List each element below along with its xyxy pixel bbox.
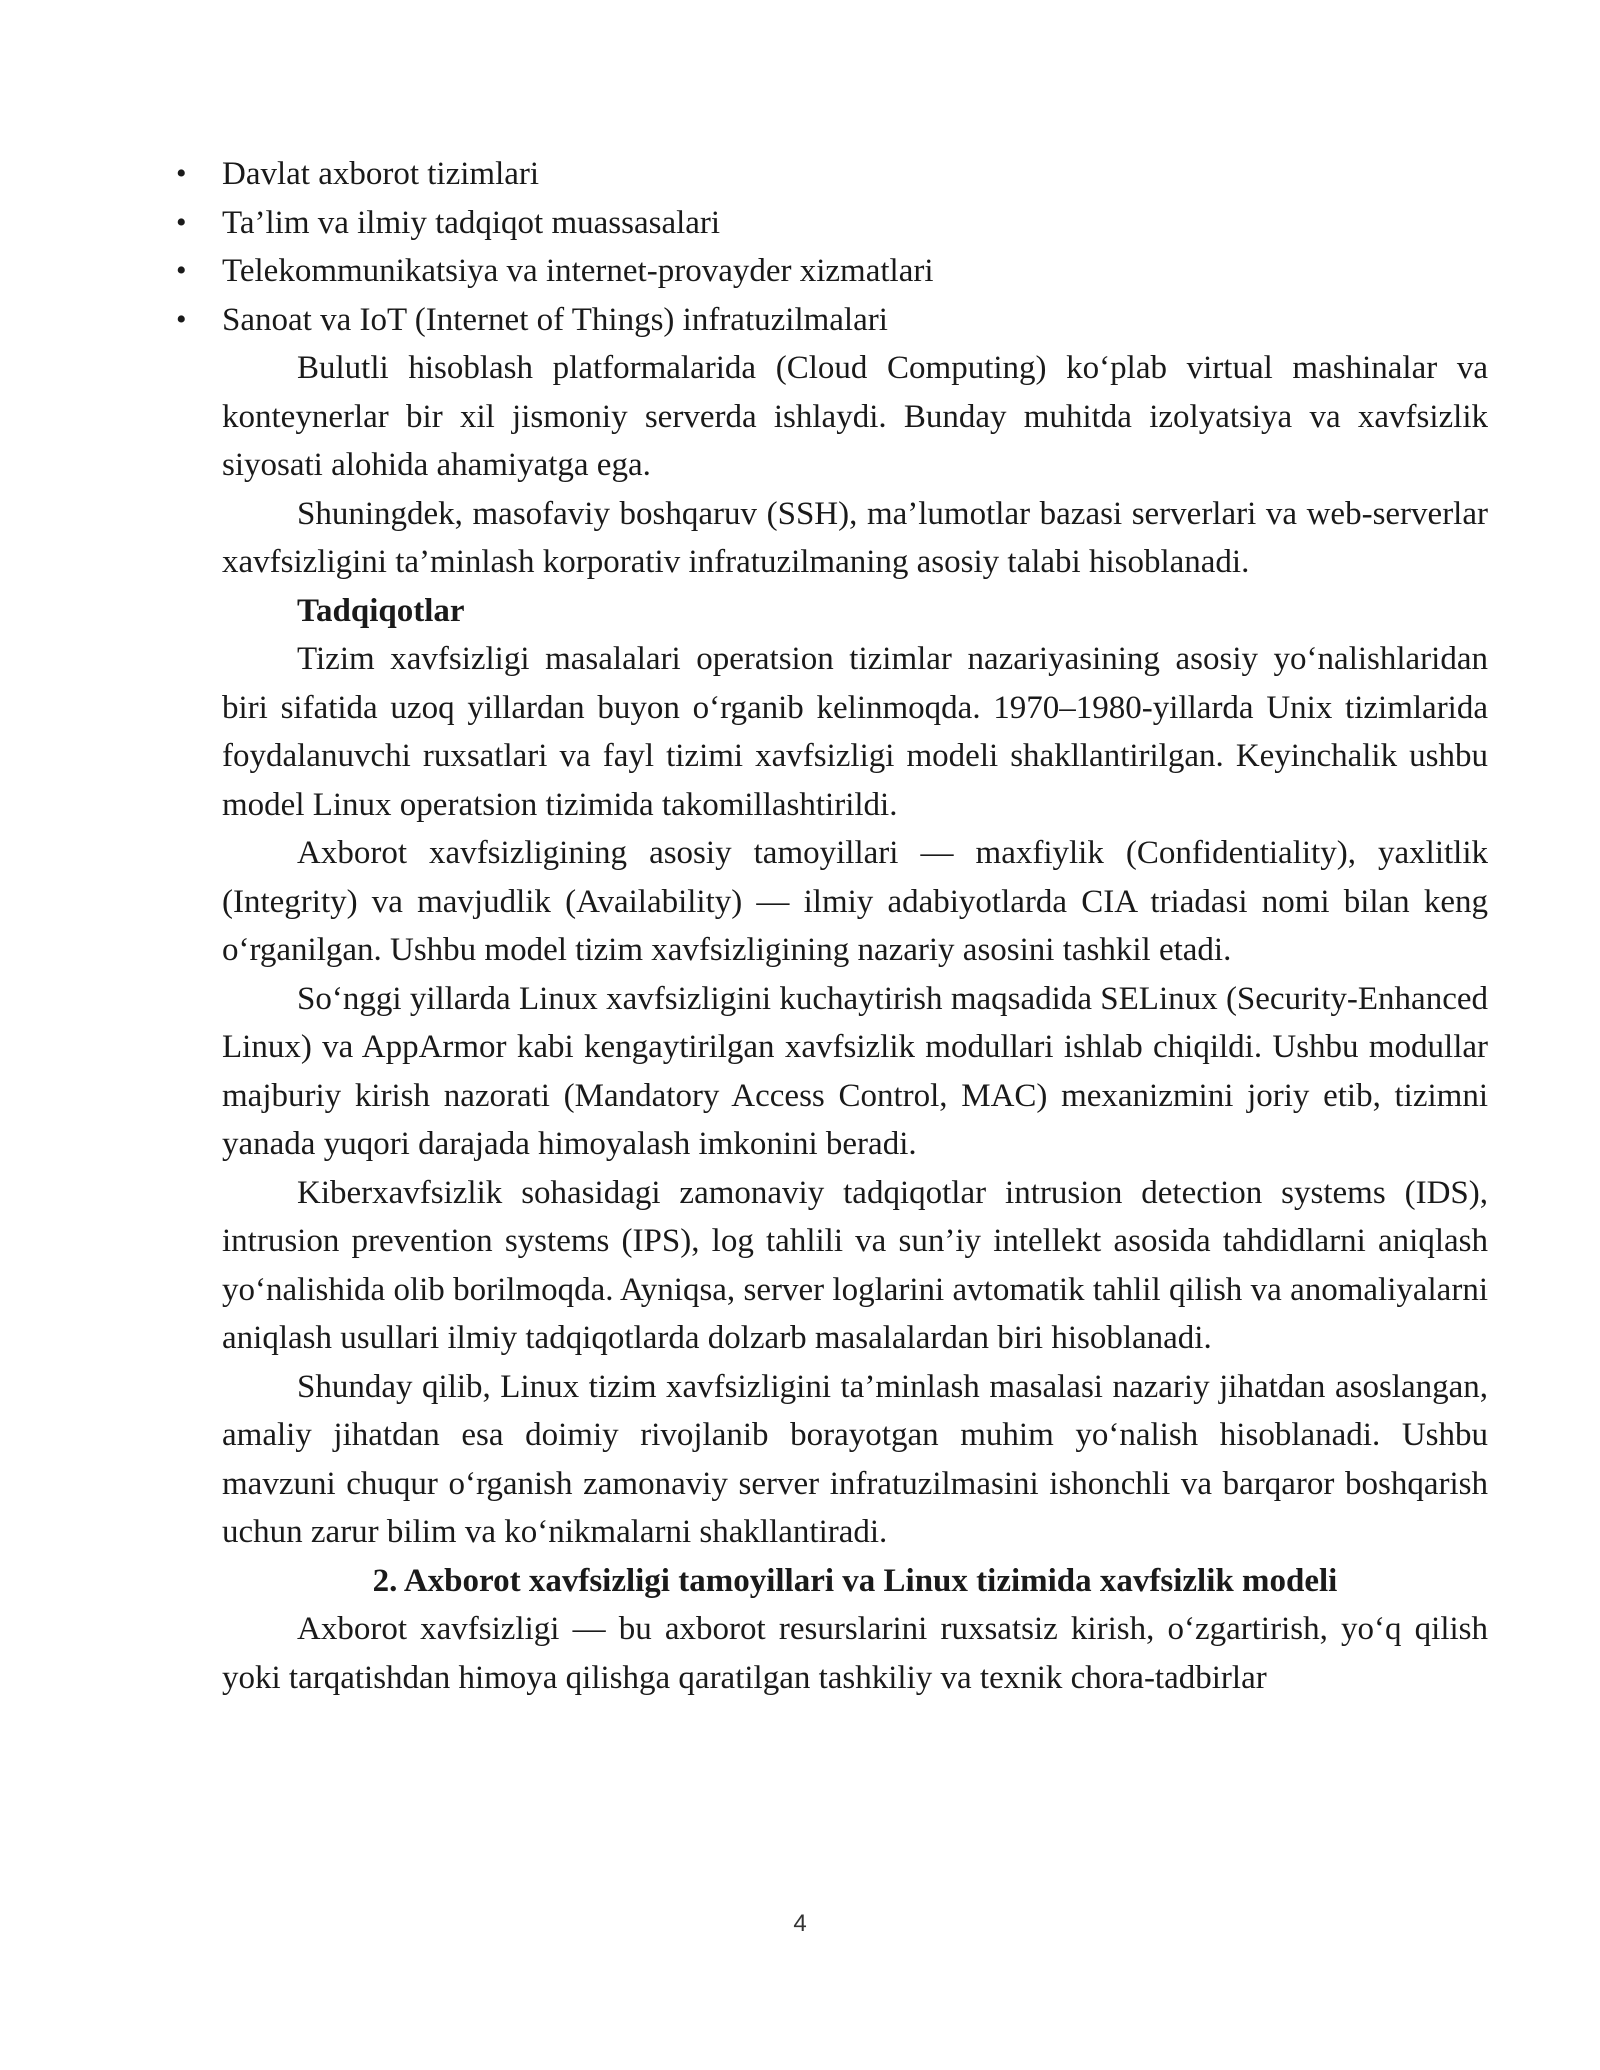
paragraph-infosec-definition: Axborot xavfsizligi — bu axborot resurslarini ruxsatsiz kirish, o‘zgartirish, yo‘q qilish yoki tarqatishdan himoya qilishga qaratilgan tashkiliy va texnik chora-tadbirlar — [222, 1611, 1488, 1696]
paragraph-selinux-apparmor: So‘nggi yillarda Linux xavfsizligini kuchaytirish maqsadida SELinux (Security-Enhanced Linux) va AppArmor kabi kengaytirilgan xavfsizlik modullari ishlab chiqildi. Ushbu modullar majburiy kirish nazorati (Mandatory Access Control, MAC) mexanizmini joriy etib, tizimni yanada yuqori darajada himoyalash imkonini beradi. — [222, 980, 1488, 1162]
paragraph-cia-triad: Axborot xavfsizligining asosiy tamoyillari — maxfiylik (Confidentiality), yaxlitlik (Integrity) va mavjudlik (Availability) — ilmiy adabiyotlarda CIA triadasi nomi bilan keng o‘rganilgan. Ushbu model tizim xavfsizligining nazariy asosini tashkil etadi. — [222, 835, 1488, 968]
list-item — [176, 199, 1488, 248]
bullet-icon: • — [176, 254, 187, 287]
bullet-icon: • — [176, 157, 187, 190]
list-item-text: Ta’lim va ilmiy tadqiqot muassasalari — [222, 204, 721, 241]
list-item — [176, 150, 1488, 199]
list-item — [176, 247, 1488, 296]
paragraph-ids-ips: Kiberxavfsizlik sohasidagi zamonaviy tadqiqotlar intrusion detection systems (IDS), intrusion prevention systems (IPS), log tahlili va sun’iy intellekt asosida tahdidlarni aniqlash yo‘nalishida olib borilmoqda. Ayniqsa, server loglarini avtomatik tahlil qilish va anomaliyalarni aniqlash usullari ilmiy tadqiqotlarda dolzarb masalalardan biri hisoblanadi. — [222, 1174, 1488, 1356]
list-item-text: Sanoat va IoT (Internet of Things) infratuzilmalari — [222, 301, 888, 338]
paragraph-conclusion: Shunday qilib, Linux tizim xavfsizligini ta’minlash masalasi nazariy jihatdan asoslangan, amaliy jihatdan esa doimiy rivojlanib borayotgan muhim yo‘nalish hisoblanadi. Ushbu mavzuni chuqur o‘rganish zamonaviy server infratuzilmasini ishonchli va barqaror boshqarish uchun zarur bilim va ko‘nikmalarni shakllantiradi. — [222, 1368, 1488, 1550]
list-item — [176, 296, 1488, 345]
page-number: 4 — [793, 1910, 807, 1937]
subheading-research: Tadqiqotlar — [297, 592, 465, 629]
bullet-list — [176, 150, 1488, 344]
paragraph-cloud-computing: Bulutli hisoblash platformalarida (Cloud Computing) ko‘plab virtual mashinalar va konteynerlar bir xil jismoniy serverda ishlaydi. Bunday muhitda izolyatsiya va xavfsizlik siyosati alohida ahamiyatga ega. — [222, 350, 1488, 483]
section-title: 2. Axborot xavfsizligi tamoyillari va Linux tizimida xavfsizlik modeli — [372, 1562, 1338, 1599]
paragraph-research-history: Tizim xavfsizligi masalalari operatsion tizimlar nazariyasining asosiy yo‘nalishlaridan biri sifatida uzoq yillardan buyon o‘rganib kelinmoqda. 1970–1980-yillarda Unix tizimlarida foydalanuvchi ruxsatlari va fayl tizimi xavfsizligi modeli shakllantirilgan. Keyinchalik ushbu model Linux operatsion tizimida takomillashtirildi. — [222, 641, 1488, 823]
bullet-icon: • — [176, 205, 187, 239]
document-page — [176, 150, 1488, 1702]
list-item-text: Telekommunikatsiya va internet-provayder xizmatlari — [222, 253, 934, 289]
paragraph-ssh-servers: Shuningdek, masofaviy boshqaruv (SSH), ma’lumotlar bazasi serverlari va web-serverlar xavfsizligini ta’minlash korporativ infratuzilmaning asosiy talabi hisoblanadi. — [222, 495, 1488, 580]
bullet-icon: • — [176, 302, 187, 336]
list-item-text: Davlat axborot tizimlari — [222, 156, 540, 192]
